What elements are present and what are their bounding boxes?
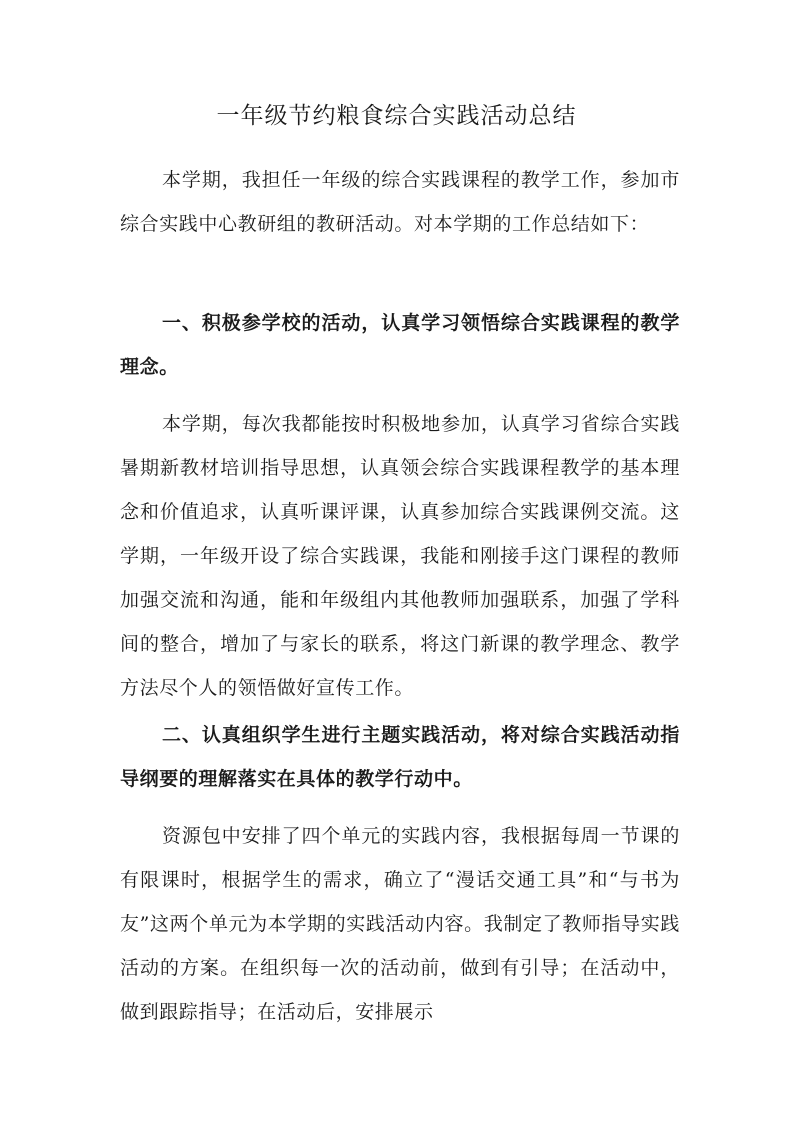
section-heading-1: 一、积极参学校的活动，认真学习领悟综合实践课程的教学理念。	[120, 312, 680, 378]
section-1-paragraph: 本学期，每次我都能按时积极地参加，认真学习省综合实践暑期新教材培训指导思想，认真领会综合实践课程教学的基本理念和价值追求，认真听课评课，认真参加综合实践课例交流。这学期，一年级开设了综合实践课，我能和刚接手这门课程的教师加强交流和沟通，能和年级组内其他教师加强联系，加强了学科间的整合，增加了与家长的联系，将这门新课的教学理念、教学方法尽个人的领悟做好宣传工作。	[120, 413, 680, 699]
section-heading-2: 二、认真组织学生进行主题实践活动，将对综合实践活动指导纲要的理解落实在具体的教学行动中。	[120, 724, 680, 790]
document-title: 一年级节约粮食综合实践活动总结	[216, 103, 577, 129]
intro-paragraph: 本学期，我担任一年级的综合实践课程的教学工作，参加市综合实践中心教研组的教研活动。对本学期的工作总结如下：	[120, 169, 680, 235]
section-2-paragraph: 资源包中安排了四个单元的实践内容，我根据每周一节课的有限课时，根据学生的需求，确立了“漫话交通工具”和“与书为友”这两个单元为本学期的实践活动内容。我制定了教师指导实践活动的方案。在组织每一次的活动前，做到有引导；在活动中，做到跟踪指导；在活动后，安排展示	[120, 825, 680, 1023]
